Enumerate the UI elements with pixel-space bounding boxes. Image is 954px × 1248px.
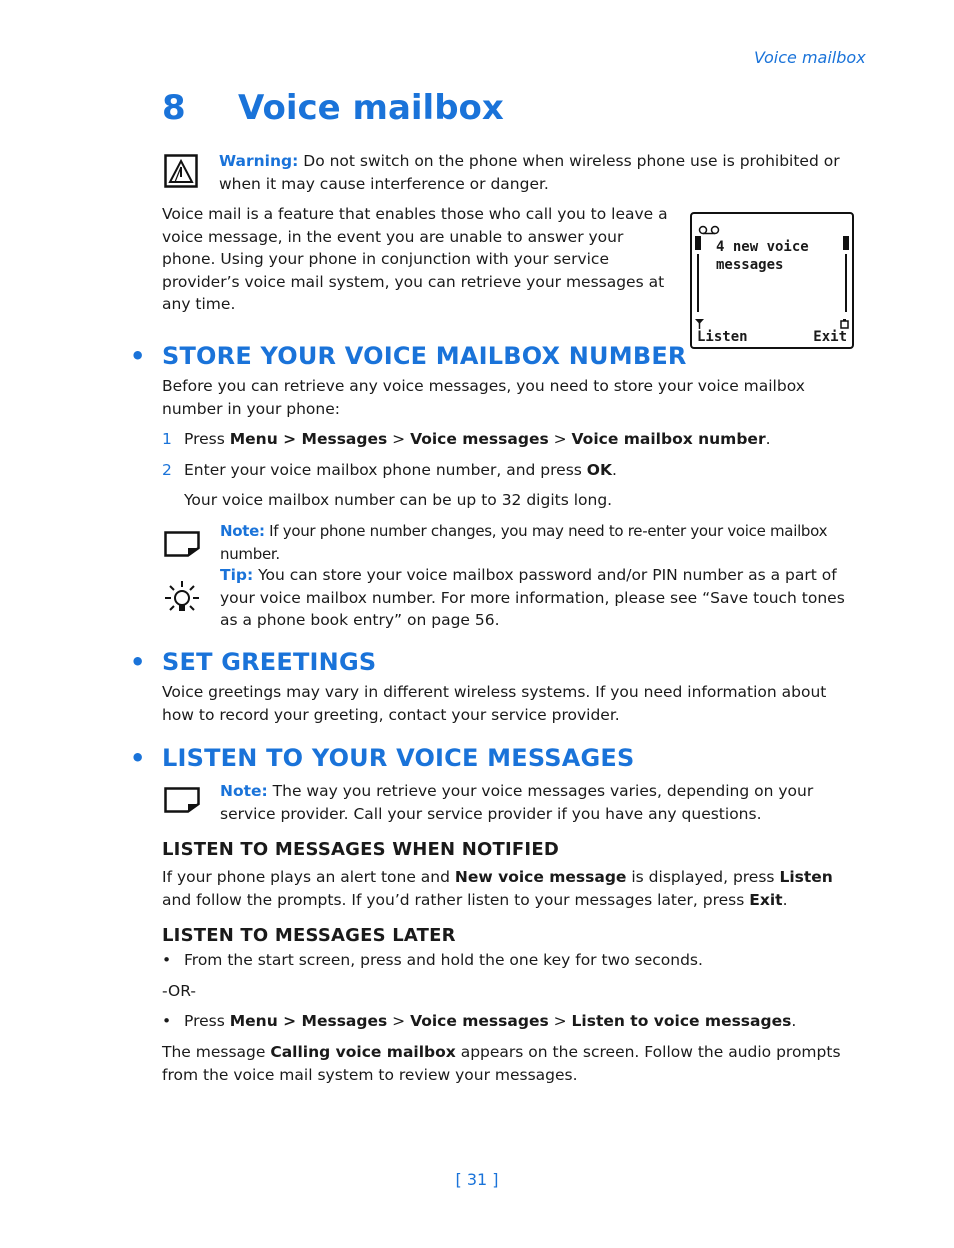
later-sep1: > bbox=[277, 1012, 302, 1030]
section-greetings-heading bbox=[130, 648, 376, 676]
section-greetings-title: SET GREETINGS bbox=[162, 648, 377, 676]
bullet-icon: • bbox=[162, 1012, 172, 1030]
step-1-sep3: > bbox=[548, 430, 572, 448]
notified-bold-exit: Exit bbox=[749, 890, 783, 909]
step-2-text: Enter your voice mailbox phone number, and press bbox=[184, 461, 587, 479]
later-end: . bbox=[791, 1012, 797, 1030]
bullet-icon: • bbox=[130, 342, 146, 370]
step-2 bbox=[162, 459, 862, 482]
later-sep2: > bbox=[387, 1012, 411, 1030]
warning-label: Warning: bbox=[219, 152, 299, 170]
later-bullet-2 bbox=[162, 1010, 862, 1033]
note-icon bbox=[164, 787, 200, 817]
later-target: Listen to voice messages bbox=[571, 1012, 792, 1030]
step-1-menu: Menu bbox=[229, 430, 278, 448]
later-menu: Menu bbox=[229, 1012, 278, 1030]
later-sep3: > bbox=[548, 1012, 572, 1030]
note-text: If your phone number changes, you may need to re-enter your voice mailbox number. bbox=[220, 522, 828, 563]
note-label: Note: bbox=[220, 782, 268, 800]
step-1-voice-messages: Voice messages bbox=[410, 430, 549, 448]
battery-level bbox=[845, 254, 847, 312]
later-voice-messages: Voice messages bbox=[410, 1012, 549, 1030]
tip-paragraph bbox=[220, 564, 860, 632]
screen-line-1: 4 new voice bbox=[716, 239, 809, 255]
step-1-number: 1 bbox=[162, 430, 172, 448]
chapter-title-text: Voice mailbox bbox=[238, 88, 504, 128]
note-paragraph-1 bbox=[220, 520, 870, 565]
step-1-press: Press bbox=[184, 430, 230, 448]
notified-bold-listen: Listen bbox=[779, 868, 833, 886]
step-1-sep2: > bbox=[387, 430, 411, 448]
note-paragraph-2 bbox=[220, 780, 860, 825]
step-2-number: 2 bbox=[162, 461, 172, 479]
page-number: [ 31 ] bbox=[455, 1170, 499, 1189]
section-listen-heading bbox=[130, 744, 634, 772]
notified-text-4: . bbox=[782, 890, 788, 909]
subsection-notified-body bbox=[162, 866, 862, 911]
step-1 bbox=[162, 428, 862, 451]
step-1-sep1: > bbox=[277, 430, 302, 448]
section-listen-title: LISTEN TO YOUR VOICE MESSAGES bbox=[162, 744, 635, 772]
voicemail-icon bbox=[698, 220, 720, 239]
later-messages: Messages bbox=[301, 1012, 388, 1030]
final-paragraph bbox=[162, 1041, 862, 1086]
warning-text: Do not switch on the phone when wireless phone use is prohibited or when it may cause interference or danger. bbox=[219, 152, 840, 193]
chapter-title bbox=[162, 88, 504, 128]
step-1-end: . bbox=[765, 430, 771, 448]
step-2-ok: OK bbox=[586, 461, 612, 479]
final-text-2: appears on the screen. Follow the audio prompts from the voice mail system to review your messages. bbox=[162, 1043, 841, 1084]
step-2-end: . bbox=[611, 461, 617, 479]
subsection-later-heading: LISTEN TO MESSAGES LATER bbox=[162, 925, 456, 946]
tip-label: Tip: bbox=[220, 566, 254, 584]
section-store-intro: Before you can retrieve any voice messages, you need to store your voice mailbox number in your phone: bbox=[162, 377, 805, 418]
listen-softkey: Listen bbox=[697, 329, 748, 345]
notified-text-3: and follow the prompts. If you’d rather listen to your messages later, press bbox=[162, 890, 750, 909]
note-label: Note: bbox=[220, 522, 265, 540]
exit-softkey: Exit bbox=[813, 329, 847, 345]
step-1-target: Voice mailbox number bbox=[571, 430, 766, 448]
bullet-icon: • bbox=[130, 648, 146, 676]
bullet-icon: • bbox=[130, 744, 146, 772]
warning-icon bbox=[164, 154, 198, 192]
chapter-number: 8 bbox=[162, 88, 186, 128]
battery-bar bbox=[843, 236, 849, 250]
intro-paragraph: Voice mail is a feature that enables those who call you to leave a voice message, in the event you are unable to answer your phone. Using your phone in conjunction with your service provider’s voice mail system, you can retrieve your messages at any time. bbox=[162, 205, 668, 313]
section-store-title: STORE YOUR VOICE MAILBOX NUMBER bbox=[162, 342, 687, 370]
step-1-messages: Messages bbox=[301, 430, 388, 448]
warning-paragraph bbox=[219, 150, 859, 195]
signal-bar bbox=[695, 236, 701, 250]
subsection-notified-heading: LISTEN TO MESSAGES WHEN NOTIFIED bbox=[162, 839, 559, 860]
later-bullet-1-text: From the start screen, press and hold the one key for two seconds. bbox=[184, 951, 703, 969]
or-separator: -OR- bbox=[162, 982, 196, 1000]
later-press: Press bbox=[184, 1012, 230, 1030]
final-text-1: The message bbox=[162, 1043, 271, 1061]
note-text: The way you retrieve your voice messages varies, depending on your service provider. Call your service provider if you have any questions. bbox=[220, 782, 814, 823]
section-store-heading bbox=[130, 342, 687, 370]
bullet-icon: • bbox=[162, 951, 172, 969]
later-bullet-1 bbox=[162, 949, 862, 972]
running-header: Voice mailbox bbox=[754, 48, 866, 67]
notified-bold-new-voice-message: New voice message bbox=[454, 868, 627, 886]
tip-lightbulb-icon bbox=[162, 578, 202, 622]
note-icon bbox=[164, 531, 200, 561]
section-greetings-body: Voice greetings may vary in different wireless systems. If you need information about how to record your greeting, contact your service provider. bbox=[162, 683, 827, 724]
tip-text: You can store your voice mailbox password and/or PIN number as a part of your voice mailbox number. For more information, please see “Save touch tones as a phone book entry” on page 56. bbox=[220, 566, 845, 629]
step-2-note: Your voice mailbox number can be up to 32 digits long. bbox=[184, 491, 613, 509]
screen-line-2: messages bbox=[716, 257, 784, 273]
notified-text-2: is displayed, press bbox=[626, 868, 780, 886]
notified-text-1: If your phone plays an alert tone and bbox=[162, 868, 455, 886]
signal-level bbox=[697, 254, 699, 312]
phone-screen-illustration bbox=[690, 212, 854, 349]
final-bold-calling-voice-mailbox: Calling voice mailbox bbox=[270, 1043, 456, 1061]
